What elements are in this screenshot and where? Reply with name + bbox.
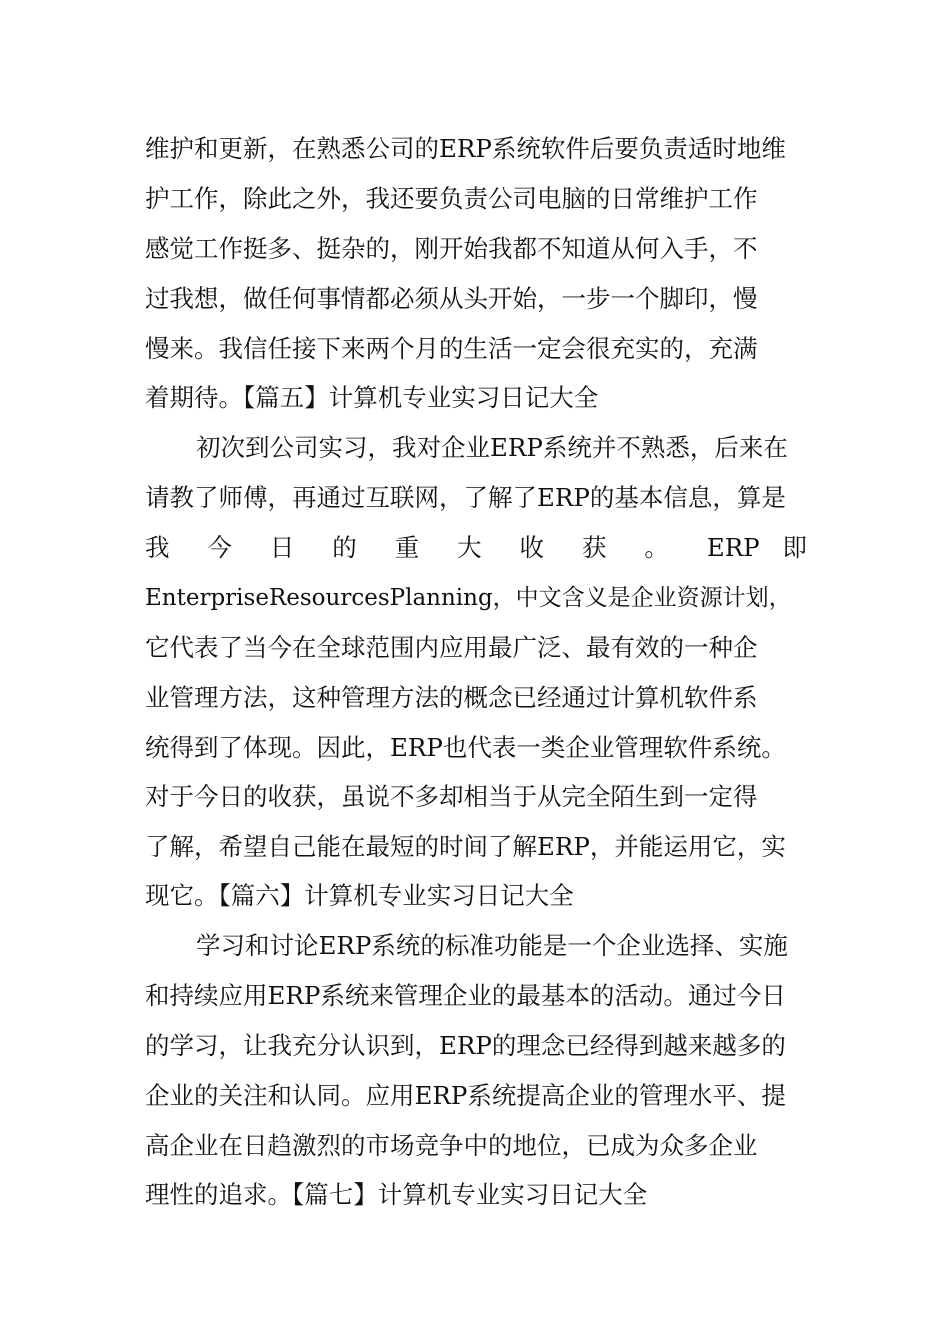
text-line: 感觉工作挺多、挺杂的，刚开始我都不知道从何入手，不: [145, 234, 758, 263]
text-line: 维护和更新，在熟悉公司的ERP系统软件后要负责适时地维: [145, 134, 786, 163]
text-line: 对于今日的收获，虽说不多却相当于从完全陌生到一定得: [145, 782, 758, 811]
text-line: 请教了师傅，再通过互联网，了解了ERP的基本信息，算是: [145, 483, 786, 512]
text-line: 和持续应用ERP系统来管理企业的最基本的活动。通过今日: [145, 981, 786, 1010]
text-line: 了解，希望自己能在最短的时间了解ERP，并能运用它，实: [145, 832, 786, 861]
text-line: 它代表了当今在全球范围内应用最广泛、最有效的一种企: [145, 633, 758, 662]
text-line: 理性的追求。【篇七】计算机专业实习日记大全: [145, 1180, 648, 1209]
paragraph-first-line: 学习和讨论ERP系统的标准功能是一个企业选择、实施: [196, 931, 788, 960]
text-line: 着期待。【篇五】计算机专业实习日记大全: [145, 383, 599, 412]
text-line: 业管理方法，这种管理方法的概念已经通过计算机软件系: [145, 683, 758, 712]
text-line: 的学习，让我充分认识到，ERP的理念已经得到越来越多的: [145, 1031, 786, 1060]
text-line: 高企业在日趋激烈的市场竞争中的地位，已成为众多企业: [145, 1131, 758, 1160]
text-line: EnterpriseResourcesPlanning，中文含义是企业资源计划，: [145, 585, 792, 611]
text-line: 过我想，做任何事情都必须从头开始，一步一个脚印，慢: [145, 284, 758, 313]
text-line: 企业的关注和认同。应用ERP系统提高企业的管理水平、提: [145, 1081, 786, 1110]
text-line: 统得到了体现。因此，ERP也代表一类企业管理软件系统。: [145, 733, 786, 762]
paragraph-first-line: 初次到公司实习，我对企业ERP系统并不熟悉，后来在: [196, 433, 788, 462]
text-line: 现它。【篇六】计算机专业实习日记大全: [145, 881, 574, 910]
text-line: 护工作，除此之外，我还要负责公司电脑的日常维护工作: [145, 184, 758, 213]
text-line: 慢来。我信任接下来两个月的生活一定会很充实的，充满: [145, 334, 758, 363]
text-line-justified: 我 今 日 的 重 大 收 获 。 ERP 即: [145, 533, 807, 562]
